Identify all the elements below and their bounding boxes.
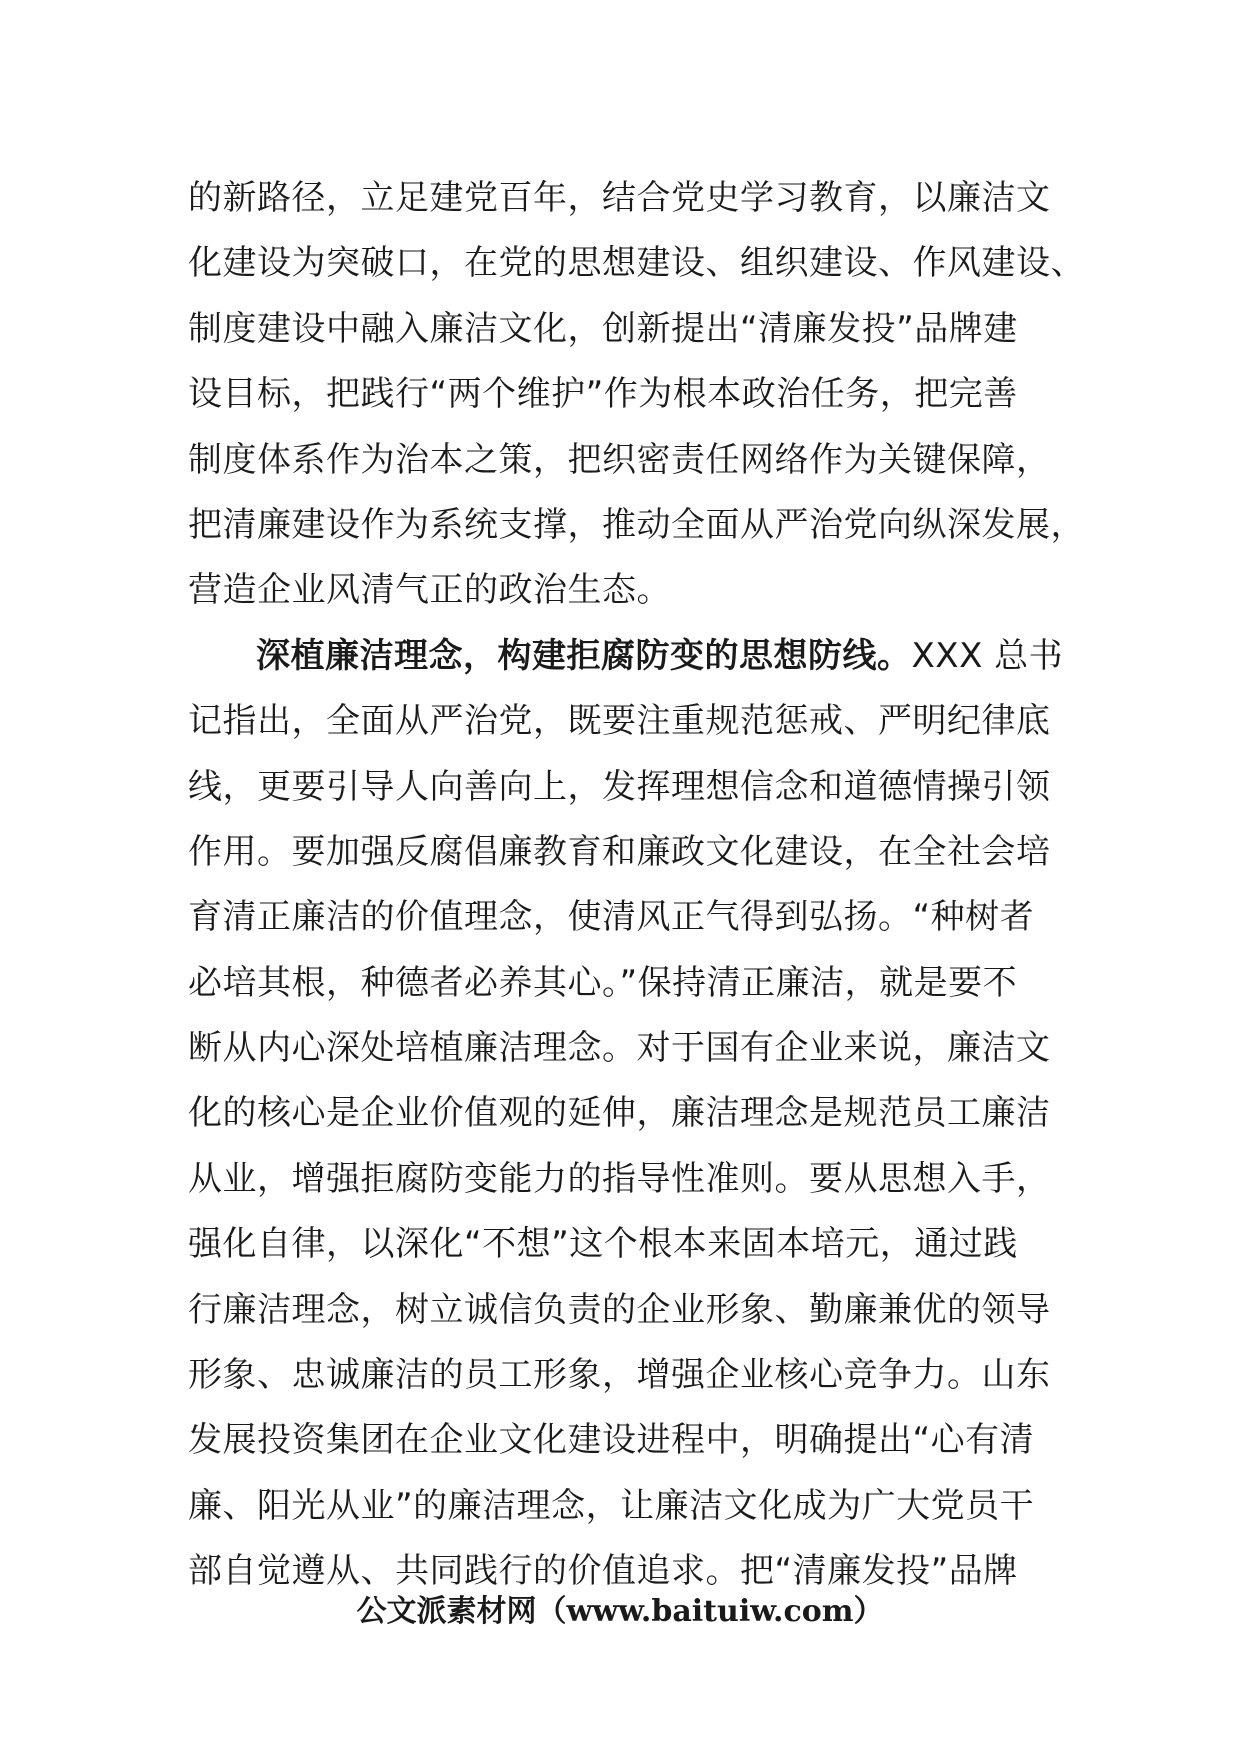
paragraph-line: 设目标，把践行“两个维护”作为根本政治任务，把完善: [188, 374, 1018, 415]
paragraph-2: [188, 624, 1068, 1605]
paragraph-line: 化的核心是企业价值观的延伸，廉洁理念是规范员工廉洁: [188, 1093, 1051, 1134]
paragraph-line: 作用。要加强反腐倡廉教育和廉政文化建设，在全社会培: [188, 831, 1051, 872]
paragraph-line: 的新路径，立足建党百年，结合党史学习教育，以廉洁文: [188, 178, 1051, 218]
paragraph-line: 从业，增强拒腐防变能力的指导性准则。要从思想入手，: [188, 1158, 1051, 1199]
paragraph-line: 制度建设中融入廉洁文化，创新提出“清廉发投”品牌建: [188, 308, 1018, 349]
heading-line-rest: XXX 总书: [911, 635, 1064, 676]
paragraph-line: 记指出，全面从严治党，既要注重规范惩戒、严明纪律底: [188, 701, 1051, 742]
paragraph-line: 廉、阳光从业”的廉洁理念，让廉洁文化成为广大党员干: [188, 1485, 1035, 1526]
paragraph-line: 育清正廉洁的价值理念，使清风正气得到弘扬。“种树者: [188, 897, 1035, 938]
paragraph-1: [188, 166, 1085, 624]
document-body: [188, 166, 1085, 1605]
paragraph-line: 发展投资集团在企业文化建设进程中，明确提出“心有清: [188, 1420, 1035, 1461]
paragraph-line: 制度体系作为治本之策，把织密责任网络作为关键保障，: [188, 439, 1051, 480]
paragraph-first-line: [188, 624, 1068, 689]
section-heading: 深植廉洁理念，构建拒腐防变的思想防线。: [256, 635, 912, 676]
paragraph-line: 行廉洁理念，树立诚信负责的企业形象、勤廉兼优的领导: [188, 1289, 1051, 1330]
paragraph-line: 部自觉遵从、共同践行的价值追求。把“清廉发投”品牌: [188, 1551, 1018, 1592]
paragraph-line: 营造企业风清气正的政治生态。: [188, 570, 671, 611]
paragraph-line: 必培其根，种德者必养其心。”保持清正廉洁，就是要不: [188, 962, 1018, 1003]
paragraph-line: 形象、忠诚廉洁的员工形象，增强企业核心竞争力。山东: [188, 1355, 1051, 1396]
paragraph-line: 把清廉建设作为系统支撑，推动全面从严治党向纵深发展，: [188, 504, 1085, 545]
page-footer: 公文派素材网（www.baituiw.com）: [356, 1594, 884, 1629]
paragraph-line: 线，更要引导人向善向上，发挥理想信念和道德情操引领: [188, 766, 1051, 807]
paragraph-line: 化建设为突破口，在党的思想建设、组织建设、作风建设、: [188, 243, 1085, 284]
paragraph-line: 强化自律，以深化“不想”这个根本来固本培元，通过践: [188, 1224, 1018, 1265]
paragraph-line: 断从内心深处培植廉洁理念。对于国有企业来说，廉洁文: [188, 1028, 1051, 1069]
